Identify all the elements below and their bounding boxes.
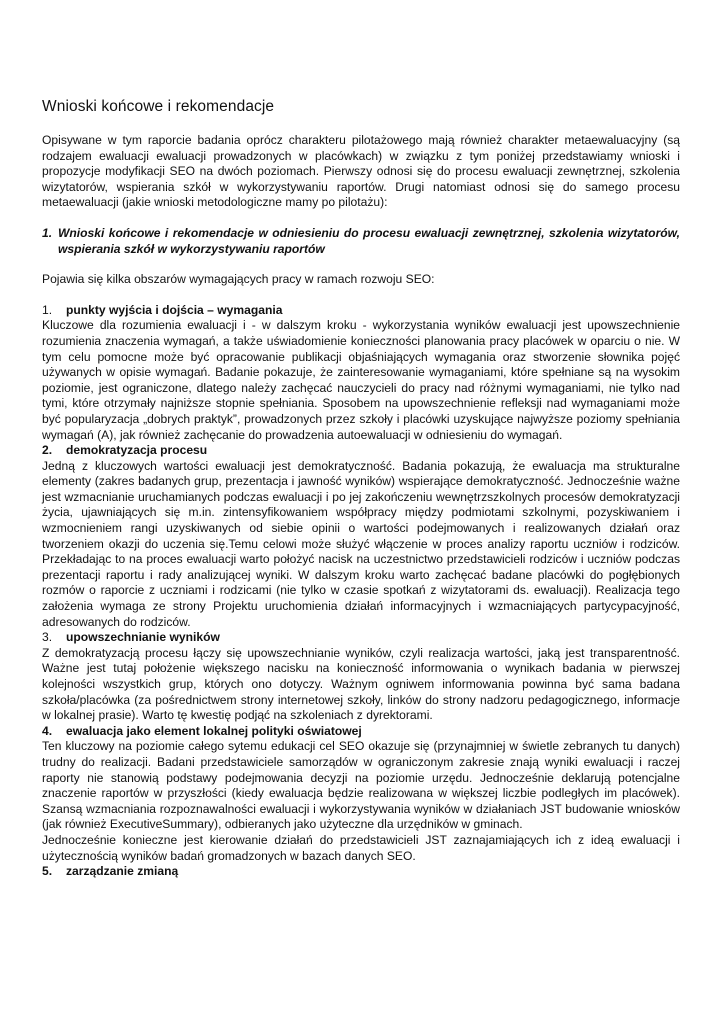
item-paragraph: Z demokratyzacją procesu łączy się upowszechnianie wyników, czyli realizacja wartości, jaką jest transparentność. Ważne jest tutaj położenie większego nacisku na konieczność informowania o wynikach badania w pierwszej kolejności wszystkich grup, których ono dotyczy. Ważnym ogniwem informowania powinna być sama badana szkoła/placówka (za pośrednictwem strony internetowej szkoły, linków do strony nadzoru pedagogicznego, informacje w lokalnej prasie). Warto tę kwestię podjąć na szkoleniach z dyrektorami. [42, 645, 680, 723]
item-label: upowszechnianie wyników [66, 630, 220, 645]
document-page [42, 98, 680, 880]
item-label: demokratyzacja procesu [66, 443, 208, 458]
item-heading [42, 303, 680, 319]
item-heading [42, 443, 680, 459]
section-number: 1. [42, 225, 53, 240]
item-heading [42, 630, 680, 646]
spacer [42, 288, 680, 303]
section-heading-text: Wnioski końcowe i rekomendacje w odniesieniu do procesu ewaluacji zewnętrznej, szkolenia wizytatorów, wspierania szkół w wykorzystywaniu raportów [58, 225, 680, 256]
item-paragraph: Jednocześnie konieczne jest kierowanie działań do przedstawicieli JST zaznajamiających ich z ideą ewaluacji i użytecznością wyników badań gromadzonych w bazach danych SEO. [42, 832, 680, 863]
item-label: ewaluacja jako element lokalnej polityki oświatowej [66, 723, 362, 738]
page-title: Wnioski końcowe i rekomendacje [42, 98, 275, 115]
item-number: 4. [42, 723, 53, 738]
item-paragraph: Ten kluczowy na poziomie całego sytemu edukacji cel SEO okazuje się (przynajmniej w świetle zebranych tu danych) trudny do realizacji. Badani przedstawiciele samorządów w ograniczonym zakresie znają wyniki ewaluacji i raczej raporty nie stanowią podstawy podejmowania decyzji na poziomie urzędu. Jednocześnie deklarują potencjalne znaczenie raportów w przyszłości (kiedy ewaluacja będzie realizowana w większej liczbie podległych im placówek). Szansą wzmacniania rozpoznawalności ewaluacji i wykorzystywania wyników w działaniach JST budowanie wniosków (jak również ExecutiveSummary), odbieranych jako użyteczne dla urzędników w gminach. [42, 739, 680, 832]
item-heading [42, 864, 680, 880]
item-heading [42, 724, 680, 740]
item-paragraph: Jedną z kluczowych wartości ewaluacji jest demokratyczność. Badania pokazują, że ewaluacja ma strukturalne elementy (zakres badanych grup, prezentacja i jawność wyników) wspierające demokratyczność. Jednocześnie ważne jest wzmacnianie uruchamianych podczas ewaluacji i po jej zakończeniu wewnętrzszkolnych procesów demokratyzacji życia, ujawniających się m.in. zintensyfikowaniem współpracy między podmiotami szkolnymi, pozyskiwaniem i wzmocnieniem rangi uzyskiwanych od siebie opinii o wartości podejmowanych i realizowanych działań oraz tworzeniem okazji do uczenia się.Temu celowi może służyć włączenie w proces analizy raportu uczniów i rodziców. Przekładając to na proces ewaluacji warto położyć nacisk na uczestnictwo przedstawicieli rodziców i uczniów podczas prezentacji raportu i rady analizującej wyniki. W dalszym kroku warto zachęcać badane placówki do pogłębionych rozmów o raporcie z uczniami i rodzicami (nie tylko w czasie spotkań z wizytatorami ds. ewaluacji). Realizacja tego założenia wymaga ze strony Projektu uruchomienia działań informacyjnych i wzmacniających partycypacyjność, adresowanych do rodziców. [42, 458, 680, 629]
lead-paragraph: Pojawia się kilka obszarów wymagających pracy w ramach rozwoju SEO: [42, 272, 435, 287]
item-label: punkty wyjścia i dojścia – wymagania [66, 302, 283, 317]
item-number: 1. [42, 302, 53, 317]
item-number: 2. [42, 443, 53, 458]
spacer [42, 257, 680, 272]
spacer [42, 211, 680, 226]
item-label: zarządzanie zmianą [66, 864, 179, 879]
item-paragraph: Kluczowe dla rozumienia ewaluacji i - w dalszym kroku - wykorzystania wyników ewaluacji jest upowszechnienie rozumienia znaczenia wymagań, a także uświadomienie konieczności planowania pracy placówek w oparciu o nie. W tym celu pomocne może być opracowanie publikacji objaśniających wymagania oraz stworzenie słownika pojęć używanych w opisie wymagań. Badanie pokazuje, że zainteresowanie wymaganiami, które spełniane są na wysokim poziomie, jest ograniczone, dlatego należy zachęcać nauczycieli do pracy nad różnymi wymaganiami, nie tylko nad tymi, które otrzymały najniższe stopnie spełniania. Sposobem na upowszechnienie refleksji nad wymaganiami może być popularyzacja „dobrych praktyk”, prowadzonych przez szkoły i placówki uzyskujące najwyższe poziomy spełniania wymagań (A), jak również zachęcanie do prowadzenia autoewaluacji w odniesieniu do wymagań. [42, 318, 680, 442]
intro-paragraph: Opisywane w tym raporcie badania oprócz charakteru pilotażowego mają również charakter metaewaluacyjny (są rodzajem ewaluacji ewaluacji prowadzonych w placówkach) w związku z tym poniżej przedstawiamy wnioski i propozycje modyfikacji SEO na dwóch poziomach. Pierwszy odnosi się do procesu ewaluacji zewnętrznej, szkolenia wizytatorów, wspierania szkół w wykorzystywaniu raportów. Drugi natomiast odnosi się do samego procesu metaewaluacji (jakie wnioski metodologiczne mamy po pilotażu): [42, 133, 680, 210]
item-number: 3. [42, 630, 53, 645]
section-heading [42, 226, 680, 257]
item-number: 5. [42, 864, 53, 879]
